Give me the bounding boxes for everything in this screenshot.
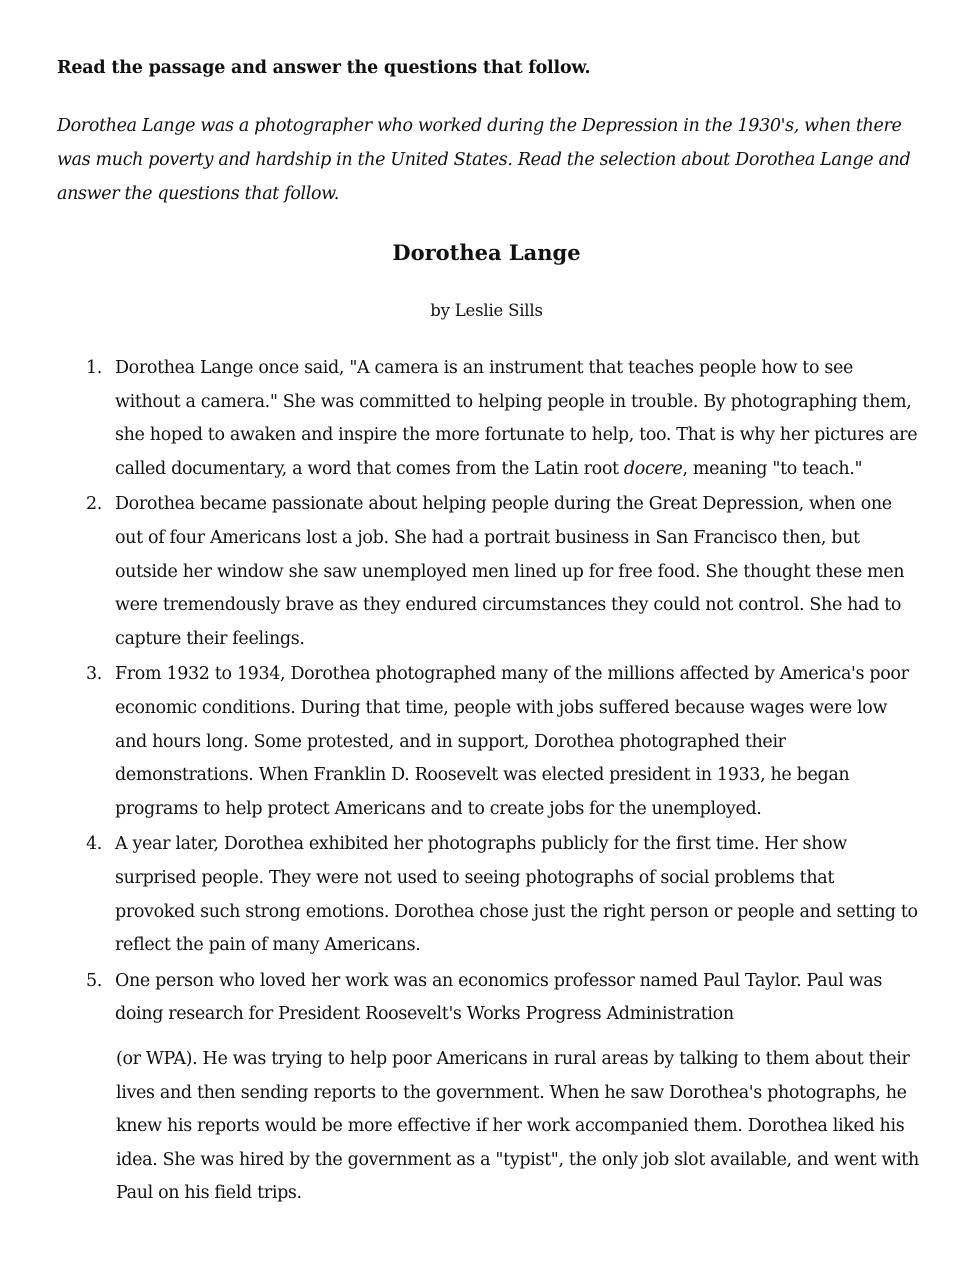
- paragraph-list: [57, 352, 919, 1034]
- paragraph-text: Dorothea became passionate about helping people during the Great Depression, when one out of four Americans lost a job. She had a portrait business in San Francisco then, but outside her window she saw unemployed men lined up for free food. She thought these men were tremendously brave as they endured circumstances they could not control. She had to capture their feelings.: [115, 494, 905, 649]
- paragraph-4: [57, 828, 919, 962]
- paragraph-text-end: , meaning "to teach.": [682, 458, 863, 479]
- latin-word: docere: [623, 458, 683, 479]
- paragraph-5-continuation: (or WPA). He was trying to help poor Americans in rural areas by talking to them about their lives and then sending reports to the government. When he saw Dorothea's photographs, he knew his reports would be more effective if her work accompanied them. Dorothea liked his idea. She was hired by the government as a "typist", the only job slot available, and went with Paul on his field trips.: [116, 1049, 919, 1204]
- article-title: Dorothea Lange: [392, 240, 581, 265]
- paragraph-text: A year later, Dorothea exhibited her photographs publicly for the first time. Her show surprised people. They were not used to seeing photographs of social problems that provoked such strong emotions. Dorothea chose just the right person or people and setting to reflect the pain of many Americans.: [115, 834, 918, 956]
- paragraph-number: 4.: [86, 834, 102, 855]
- intro-paragraph: Dorothea Lange was a photographer who worked during the Depression in the 1930's, when there was much poverty and hardship in the United States. Read the selection about Dorothea Lange and answer the questions that follow.: [57, 116, 911, 204]
- paragraph-text: One person who loved her work was an economics professor named Paul Taylor. Paul was doing research for President Roosevelt's Works Progress Administration: [115, 970, 882, 1025]
- paragraph-text: Dorothea Lange once said, "A camera is an instrument that teaches people how to see without a camera." She was committed to helping people in trouble. By photographing them, she hoped to awaken and inspire the more fortunate to help, too. That is why her pictures are called documentary, a word that comes from the Latin root: [115, 358, 918, 479]
- paragraph-3: [57, 658, 919, 826]
- paragraph-1: [57, 352, 919, 486]
- paragraph-text: From 1932 to 1934, Dorothea photographed many of the millions affected by America's poor economic conditions. During that time, people with jobs suffered because wages were low and hours long. Some protested, and in support, Dorothea photographed their demonstrations. When Franklin D. Roosevelt was elected president in 1933, he began programs to help protect Americans and to create jobs for the unemployed.: [115, 664, 909, 819]
- paragraph-number: 2.: [86, 494, 102, 515]
- paragraph-5: [57, 965, 919, 1032]
- instruction-heading: Read the passage and answer the questions that follow.: [57, 58, 591, 78]
- paragraph-number: 5.: [86, 970, 102, 991]
- paragraph-number: 3.: [86, 664, 102, 685]
- paragraph-number: 1.: [86, 358, 102, 378]
- paragraph-2: [57, 488, 919, 656]
- article-byline: by Leslie Sills: [430, 301, 543, 320]
